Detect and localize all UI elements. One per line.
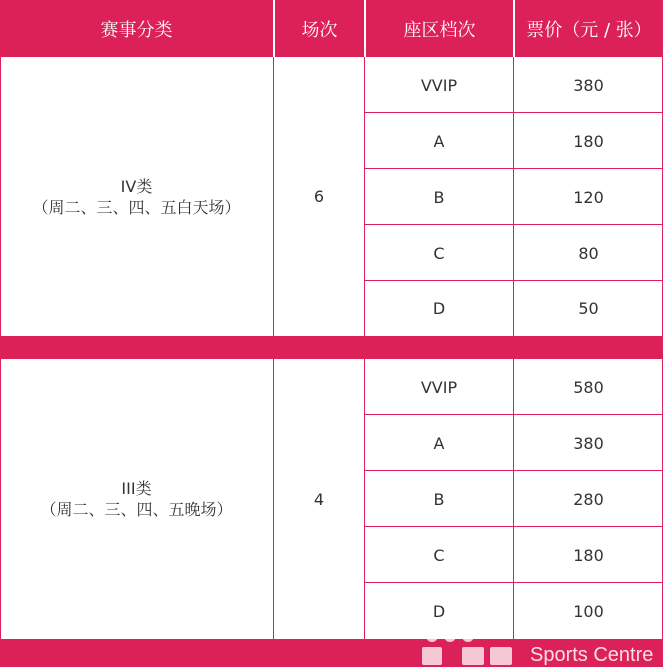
- grid-line: [364, 280, 663, 281]
- header-zone: 座区档次: [403, 19, 476, 41]
- zone-cell: B: [433, 187, 445, 207]
- zone-cell: VVIP: [420, 377, 458, 397]
- grid-line: [513, 57, 514, 336]
- grid-line: [364, 112, 663, 113]
- category-cell: [0, 57, 273, 336]
- zone-cell: D: [432, 299, 446, 318]
- zone-cell: D: [432, 601, 446, 621]
- zone-cell: A: [433, 131, 445, 151]
- zone-cell: B: [433, 489, 445, 509]
- price-cell: 180: [573, 131, 604, 151]
- price-cell: 580: [573, 377, 604, 397]
- zone-cell: C: [433, 243, 445, 263]
- header-category: 赛事分类: [100, 19, 173, 41]
- zone-cell: C: [433, 545, 445, 565]
- category-name: IV类: [120, 176, 153, 196]
- grid-line: [273, 359, 274, 639]
- zone-cell: A: [433, 433, 445, 453]
- price-cell: 100: [573, 601, 604, 621]
- price-cell: 80: [578, 243, 599, 263]
- category-name: III类: [121, 479, 152, 498]
- header-divider: [513, 0, 515, 57]
- price-cell: 120: [573, 187, 604, 207]
- grid-line: [364, 57, 365, 336]
- grid-line: [364, 582, 663, 583]
- sessions-cell: 4: [313, 489, 325, 509]
- group-separator: [0, 336, 663, 359]
- category-cell: [0, 359, 273, 639]
- category-detail: （周二、三、四、五白天场）: [32, 197, 241, 217]
- grid-line: [364, 224, 663, 225]
- grid-line: [0, 359, 1, 639]
- grid-line: [0, 57, 1, 336]
- header-price: 票价（元 / 张）: [526, 19, 652, 41]
- price-cell: 180: [573, 545, 604, 565]
- grid-line: [364, 526, 663, 527]
- sessions-cell: 6: [313, 187, 325, 206]
- grid-line: [364, 359, 365, 639]
- grid-line: [513, 359, 514, 639]
- price-cell: 380: [573, 433, 604, 453]
- header-sessions: 场次: [301, 19, 338, 41]
- header-divider: [364, 0, 366, 57]
- header-divider: [273, 0, 275, 57]
- grid-line: [364, 414, 663, 415]
- grid-line: [273, 57, 274, 336]
- grid-line: [364, 470, 663, 471]
- category-detail: （周二、三、四、五晚场）: [40, 500, 233, 519]
- watermark-text: Sports Centre: [530, 644, 654, 666]
- grid-line: [364, 168, 663, 169]
- price-cell: 380: [573, 75, 604, 95]
- price-cell: 50: [578, 299, 599, 318]
- zone-cell: VVIP: [420, 75, 458, 95]
- price-cell: 280: [573, 489, 604, 509]
